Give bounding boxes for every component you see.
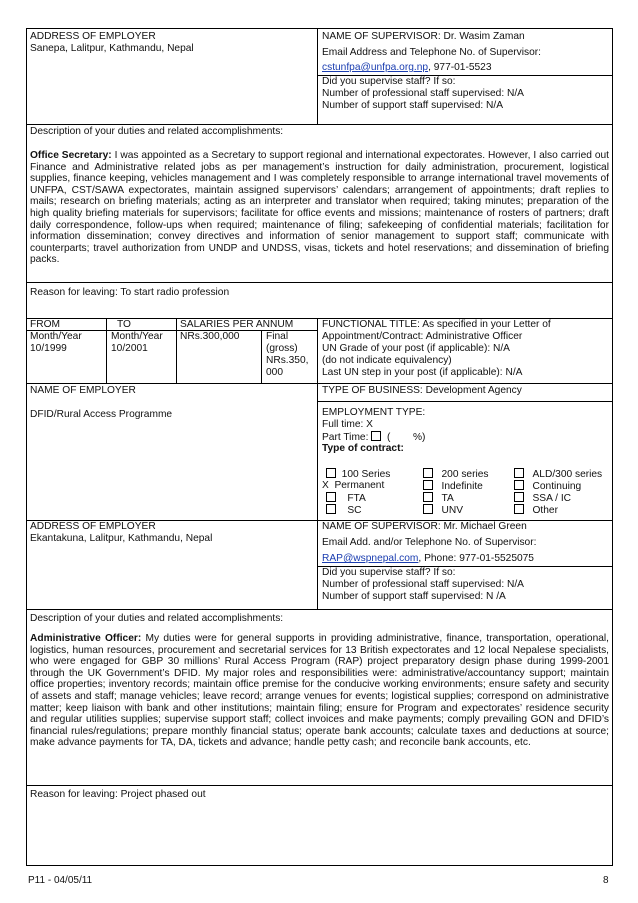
duties-job-title-2: Administrative Officer: — [30, 633, 142, 644]
support-staff-supervised-2: Number of support staff supervised: N /A — [322, 591, 506, 602]
contract-ald-300-series[interactable]: ALD/300 series — [514, 468, 602, 481]
from-label: FROM — [30, 319, 60, 330]
un-grade: UN Grade of your post (if applicable): N/A — [322, 343, 510, 354]
final-salary-line-2: (gross) — [266, 343, 298, 354]
name-of-employer-label: NAME OF EMPLOYER — [30, 385, 136, 396]
supervisor-phone-2: , Phone: 977-01-5525075 — [418, 553, 534, 564]
duties-text: I was appointed as a Secretary to support regional and international expectorates. However, I also carried out Finance and Administrative related jobs as per management’s instruction for daily administration, procurement, logistical supplies, finance keeping, vehicles management and I was completely responsible to arrange international travel movements of UNFPA, CST/SAWA expectorates, maintain assigned supervisors’ calendars; arrangement of appointments; draft replies to mails; research on briefing materials; acting as an interpreter and translator when required; taking minutes; preparation of the high quality briefing materials for supervisors; facilitate for office events and missions; maintenance of rosters of partners; draft daily correspondence, follow-ups when required; maintenance of filing; safekeeping of confidential materials; facilitation for information dissemination; convey directives and information of senior management to support staff; communicate with counterparts; travel authorization from UNDP and UNDSS, visas, tickets and hotel reservations; and dissemination of briefing packs. — [30, 150, 609, 266]
part-time-checkbox[interactable] — [371, 431, 381, 441]
final-salary-line-4: 000 — [266, 367, 283, 378]
checkbox[interactable] — [423, 504, 433, 514]
duties-label-2: Description of your duties and related accomplishments: — [30, 613, 284, 624]
full-time: Full time: X — [322, 419, 373, 430]
functional-title-line-1: FUNCTIONAL TITLE: As specified in your Letter of — [322, 319, 551, 330]
address-of-employer-label: ADDRESS OF EMPLOYER — [30, 31, 156, 42]
functional-title-line-2: Appointment/Contract: Administrative Officer — [322, 331, 523, 342]
footer-form-id: P11 - 04/05/11 — [28, 875, 93, 886]
reason-for-leaving-2: Reason for leaving: Project phased out — [30, 789, 206, 800]
checkbox[interactable] — [423, 480, 433, 490]
type-of-business: TYPE OF BUSINESS: Development Agency — [322, 385, 522, 396]
type-of-contract-label: Type of contract: — [322, 443, 404, 454]
duties-description — [30, 150, 609, 266]
contract-fta[interactable]: FTA — [326, 492, 366, 505]
from-date: 10/1999 — [30, 343, 67, 354]
name-of-employer-value: DFID/Rural Access Programme — [30, 409, 173, 420]
checkbox[interactable] — [514, 492, 524, 502]
starting-salary: NRs.300,000 — [180, 331, 240, 342]
contract-continuing[interactable]: Continuing — [514, 480, 581, 493]
address-of-employer-value: Sanepa, Lalitpur, Kathmandu, Nepal — [30, 43, 194, 54]
checkbox[interactable] — [423, 492, 433, 502]
contract-sc[interactable]: SC — [326, 504, 361, 517]
supervisor-phone: , 977-01-5523 — [428, 62, 492, 73]
p11-form-page — [26, 28, 613, 866]
supervisor-name-2: NAME OF SUPERVISOR: Mr. Michael Green — [322, 521, 527, 532]
checkbox[interactable] — [326, 468, 336, 478]
to-date: 10/2001 — [111, 343, 148, 354]
supervise-staff-question: Did you supervise staff? If so: — [322, 76, 456, 87]
footer-page-number: 8 — [603, 875, 609, 886]
professional-staff-supervised-2: Number of professional staff supervised: N/A — [322, 579, 524, 590]
supervisor-contact-2 — [322, 553, 534, 565]
supervisor-email-link[interactable]: cstunfpa@unfpa.org.np — [322, 62, 429, 73]
contract-indefinite[interactable]: Indefinite — [423, 480, 483, 493]
supervisor-contact-label: Email Address and Telephone No. of Supervisor: — [322, 47, 541, 58]
contract-permanent[interactable]: X Permanent — [322, 480, 385, 491]
checkbox[interactable] — [326, 504, 336, 514]
supervisor-contact-label-2: Email Add. and/or Telephone No. of Supervisor: — [322, 537, 537, 548]
last-un-step: Last UN step in your post (if applicable): N/A — [322, 367, 523, 378]
equivalency-note: (do not indicate equivalency) — [322, 355, 452, 366]
part-time-percent: %) — [413, 432, 426, 443]
to-month-year-label: Month/Year — [111, 331, 163, 342]
checkbox[interactable] — [326, 492, 336, 502]
part-time-label: Part Time: — [322, 432, 369, 443]
duties-label: Description of your duties and related accomplishments: — [30, 126, 284, 137]
checkbox[interactable] — [514, 480, 524, 490]
permanent-checked-mark: X — [322, 480, 329, 491]
final-salary-line-1: Final — [266, 331, 289, 342]
duties-description-2 — [30, 633, 609, 749]
support-staff-supervised: Number of support staff supervised: N/A — [322, 100, 504, 111]
salaries-label: SALARIES PER ANNUM — [180, 319, 294, 330]
supervisor-email-link-2[interactable]: RAP@wspnepal.com — [322, 553, 419, 564]
to-label: TO — [117, 319, 131, 330]
supervisor-contact — [322, 62, 492, 74]
professional-staff-supervised: Number of professional staff supervised: N/A — [322, 88, 524, 99]
part-time-paren: ( — [386, 432, 391, 443]
reason-for-leaving: Reason for leaving: To start radio profession — [30, 287, 230, 298]
supervisor-name: NAME OF SUPERVISOR: Dr. Wasim Zaman — [322, 31, 525, 42]
contract-unv[interactable]: UNV — [423, 504, 463, 517]
part-time-row — [322, 431, 425, 444]
contract-ssa-ic[interactable]: SSA / IC — [514, 492, 571, 505]
contract-ta[interactable]: TA — [423, 492, 454, 505]
employment-type-label: EMPLOYMENT TYPE: — [322, 407, 426, 418]
from-month-year-label: Month/Year — [30, 331, 82, 342]
checkbox[interactable] — [514, 468, 524, 478]
contract-200-series[interactable]: 200 series — [423, 468, 489, 481]
address-of-employer-label-2: ADDRESS OF EMPLOYER — [30, 521, 156, 532]
supervise-staff-question-2: Did you supervise staff? If so: — [322, 567, 456, 578]
checkbox[interactable] — [514, 504, 524, 514]
contract-other[interactable]: Other — [514, 504, 558, 517]
checkbox[interactable] — [423, 468, 433, 478]
address-of-employer-value-2: Ekantakuna, Lalitpur, Kathmandu, Nepal — [30, 533, 213, 544]
duties-text-2: My duties were for general supports in providing administrative, finance, transportation, operational, logistics, human resources, procurement and secretarial services for 13 British expectorates and 12 local Nepalese specialists, who were engaged for GBP 30 millions’ Rural Access Program (RAP) project preparatory design phase during 1999-2001 through the UK Government’s DFID. My major roles and responsibilities were: administrative/accountancy support; maintain office properties; inventory records; maintain office premise for the conducive working environments; ensure safety and security of assets and staff; manage vehicles; leave record; arrange venues for events; logistical supplies; correspond on administrative matter; keep liaison with bank and other institutions; maintain filing; ensure for Program and expectorates’ residence security and regular utilities supplies; supervise support staff; collect invoices and make payments; comply prevailing GON and DFID’s financial rules/regulations; prepare monthly financial status; operate bank accounts; calculate taxes and deductions at source; make advance payments for TA, DA, tickets and advance; handle petty cash; and reconcile bank accounts, etc. — [30, 633, 609, 749]
final-salary-line-3: NRs.350, — [266, 355, 309, 366]
contract-100-series[interactable]: 100 Series — [326, 468, 390, 481]
duties-job-title: Office Secretary: — [30, 150, 112, 161]
